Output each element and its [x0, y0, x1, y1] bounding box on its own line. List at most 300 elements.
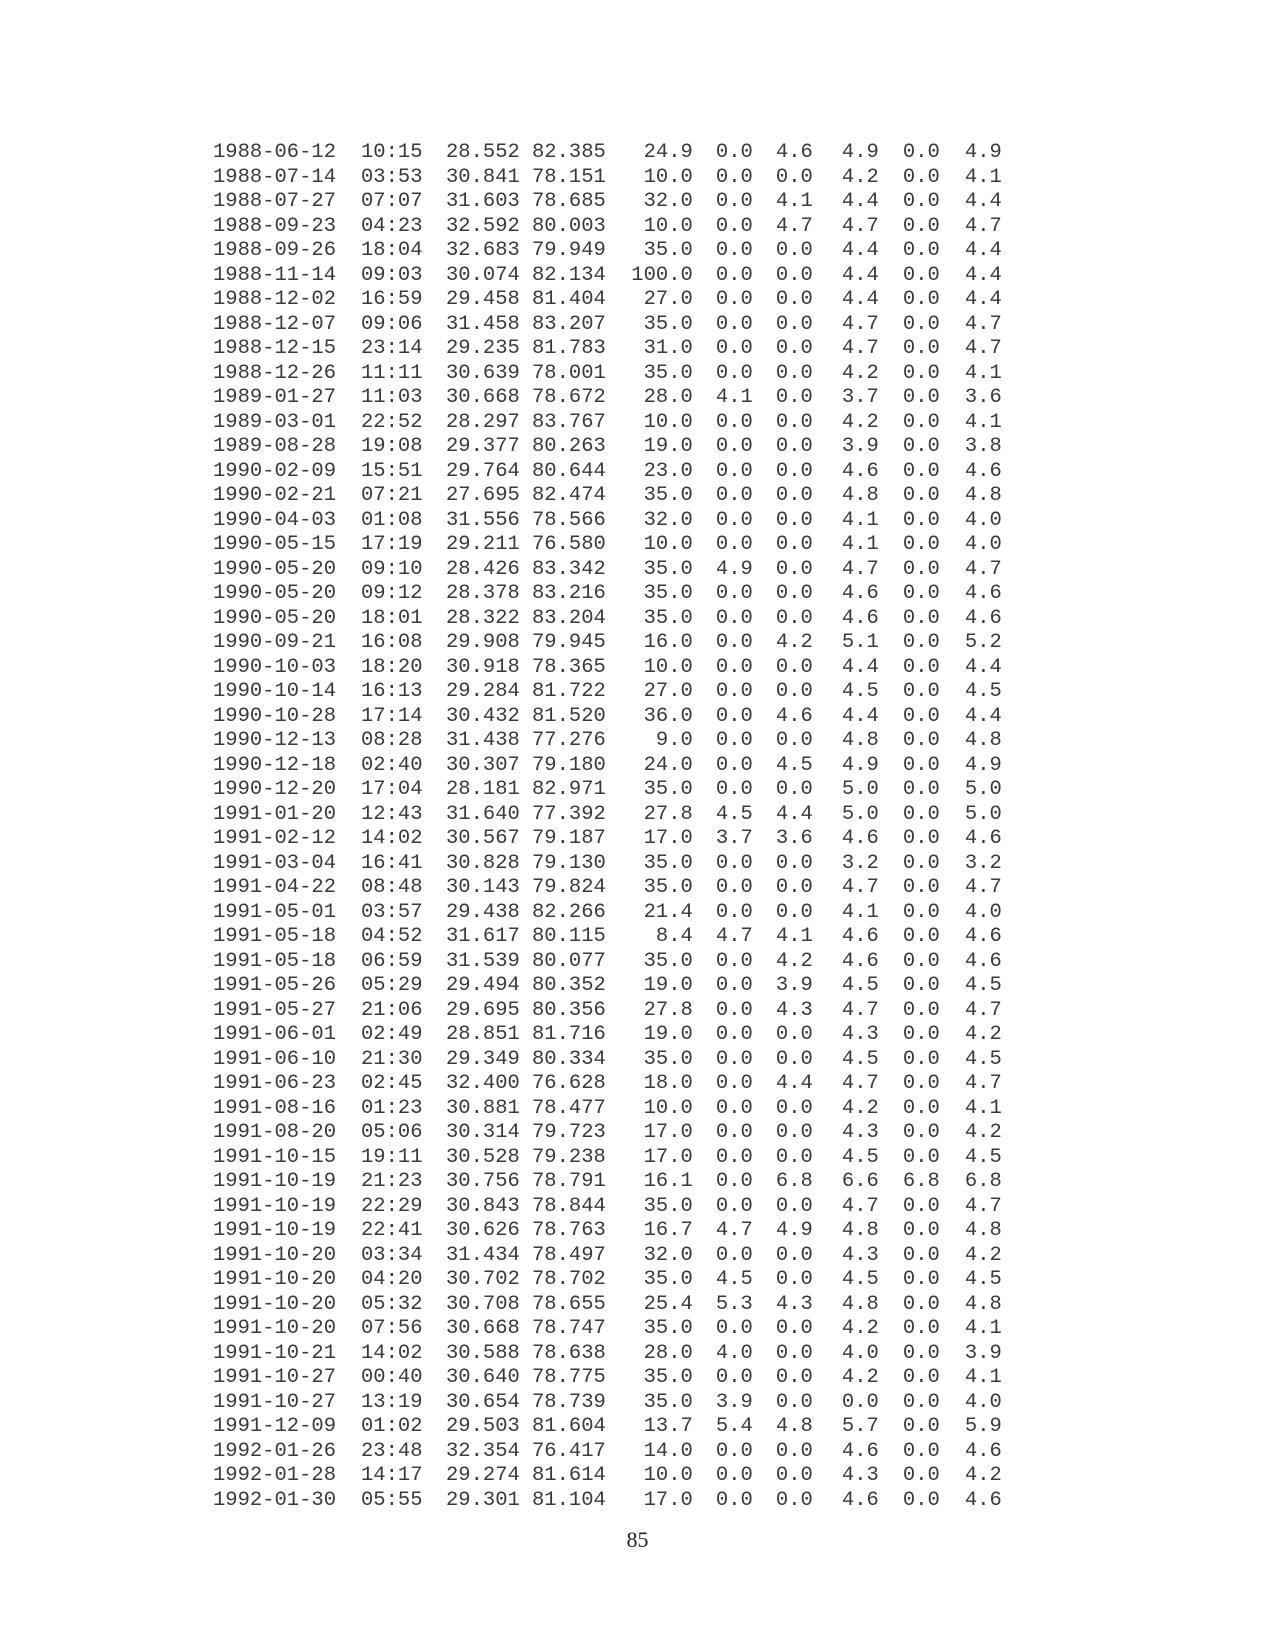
value-cell-2: 0.0 — [775, 582, 813, 605]
longitude-cell: 78.655 — [532, 1292, 606, 1316]
latitude-cell: 30.756 — [446, 1170, 520, 1193]
table-row — [213, 533, 1002, 558]
date-cell: 1990-02-09 — [213, 459, 337, 483]
date-cell: 1988-12-26 — [213, 361, 337, 385]
latitude-cell: 30.654 — [446, 1390, 520, 1414]
value-cell-4: 0.0 — [902, 606, 940, 630]
time-cell: 17:04 — [361, 778, 423, 801]
date-cell: 1991-05-26 — [213, 974, 337, 997]
time-cell: 21:30 — [361, 1047, 423, 1071]
value-cell-2: 0.0 — [775, 1488, 813, 1512]
latitude-cell: 31.617 — [446, 925, 520, 948]
date-cell: 1990-12-13 — [213, 729, 337, 752]
value-cell-3: 4.4 — [841, 263, 879, 287]
value-cell-4: 0.0 — [902, 704, 940, 728]
value-cell-5: 4.5 — [964, 1268, 1002, 1291]
latitude-cell: 29.908 — [446, 631, 520, 654]
date-cell: 1992-01-30 — [213, 1488, 337, 1512]
value-cell-2: 0.0 — [775, 1439, 813, 1463]
time-cell: 19:08 — [361, 435, 423, 458]
table-row — [213, 631, 1002, 656]
value-cell-5: 4.6 — [964, 606, 1002, 630]
value-cell-5: 4.9 — [964, 753, 1002, 777]
date-cell: 1990-05-20 — [213, 557, 337, 581]
depth-cell: 16.1 — [643, 1170, 693, 1193]
value-cell-5: 4.1 — [964, 1096, 1002, 1120]
latitude-cell: 32.400 — [446, 1072, 520, 1095]
depth-cell: 27.0 — [643, 288, 693, 311]
time-cell: 03:53 — [361, 165, 423, 189]
value-cell-2: 0.0 — [775, 459, 813, 483]
value-cell-4: 0.0 — [902, 141, 940, 164]
table-row — [213, 1489, 1002, 1514]
value-cell-2: 4.9 — [775, 1219, 813, 1242]
value-cell-1: 0.0 — [715, 1317, 753, 1340]
longitude-cell: 80.356 — [532, 998, 606, 1022]
longitude-cell: 80.115 — [532, 925, 606, 948]
value-cell-1: 0.0 — [715, 704, 753, 728]
value-cell-4: 0.0 — [902, 312, 940, 336]
table-row — [213, 166, 1002, 191]
time-cell: 09:12 — [361, 582, 423, 605]
value-cell-1: 0.0 — [715, 165, 753, 189]
depth-cell: 27.8 — [643, 998, 693, 1022]
latitude-cell: 29.494 — [446, 974, 520, 997]
value-cell-2: 0.0 — [775, 1047, 813, 1071]
value-cell-5: 4.0 — [964, 508, 1002, 532]
value-cell-2: 4.3 — [775, 998, 813, 1022]
longitude-cell: 79.949 — [532, 239, 606, 262]
value-cell-4: 0.0 — [902, 655, 940, 679]
depth-cell: 35.0 — [643, 606, 693, 630]
depth-cell: 35.0 — [643, 239, 693, 262]
table-row — [213, 778, 1002, 803]
date-cell: 1991-10-27 — [213, 1366, 337, 1389]
longitude-cell: 82.971 — [532, 778, 606, 801]
table-row — [213, 1391, 1002, 1416]
latitude-cell: 31.458 — [446, 312, 520, 336]
longitude-cell: 83.767 — [532, 410, 606, 434]
date-cell: 1989-03-01 — [213, 410, 337, 434]
table-row — [213, 1048, 1002, 1073]
table-row — [213, 754, 1002, 779]
value-cell-5: 4.7 — [964, 998, 1002, 1022]
latitude-cell: 32.354 — [446, 1439, 520, 1463]
value-cell-3: 4.8 — [841, 1219, 879, 1242]
value-cell-2: 0.0 — [775, 435, 813, 458]
table-row — [213, 460, 1002, 485]
value-cell-3: 3.9 — [841, 435, 879, 458]
value-cell-2: 0.0 — [775, 337, 813, 360]
longitude-cell: 82.266 — [532, 900, 606, 924]
table-row — [213, 288, 1002, 313]
value-cell-4: 0.0 — [902, 1292, 940, 1316]
table-row — [213, 974, 1002, 999]
date-cell: 1988-09-23 — [213, 214, 337, 238]
longitude-cell: 81.722 — [532, 680, 606, 703]
longitude-cell: 81.716 — [532, 1023, 606, 1046]
value-cell-3: 5.0 — [841, 778, 879, 801]
table-row — [213, 1464, 1002, 1489]
value-cell-4: 0.0 — [902, 1366, 940, 1389]
value-cell-2: 4.6 — [775, 704, 813, 728]
depth-cell: 36.0 — [643, 704, 693, 728]
value-cell-4: 0.0 — [902, 435, 940, 458]
time-cell: 04:52 — [361, 925, 423, 948]
value-cell-5: 4.1 — [964, 410, 1002, 434]
value-cell-2: 0.0 — [775, 655, 813, 679]
value-cell-5: 4.1 — [964, 1366, 1002, 1389]
value-cell-3: 4.6 — [841, 1439, 879, 1463]
value-cell-1: 0.0 — [715, 753, 753, 777]
longitude-cell: 76.417 — [532, 1439, 606, 1463]
longitude-cell: 78.365 — [532, 655, 606, 679]
longitude-cell: 78.151 — [532, 165, 606, 189]
value-cell-3: 4.2 — [841, 410, 879, 434]
time-cell: 03:57 — [361, 900, 423, 924]
value-cell-4: 0.0 — [902, 974, 940, 997]
time-cell: 07:21 — [361, 484, 423, 507]
latitude-cell: 30.668 — [446, 386, 520, 409]
time-cell: 06:59 — [361, 949, 423, 973]
depth-cell: 35.0 — [643, 1268, 693, 1291]
value-cell-3: 6.6 — [841, 1170, 879, 1193]
value-cell-4: 0.0 — [902, 778, 940, 801]
date-cell: 1988-07-27 — [213, 190, 337, 213]
value-cell-3: 4.6 — [841, 925, 879, 948]
value-cell-5: 4.0 — [964, 900, 1002, 924]
value-cell-3: 4.8 — [841, 729, 879, 752]
depth-cell: 18.0 — [643, 1072, 693, 1095]
date-cell: 1990-05-15 — [213, 533, 337, 556]
value-cell-4: 0.0 — [902, 802, 940, 826]
latitude-cell: 30.843 — [446, 1194, 520, 1218]
date-cell: 1988-11-14 — [213, 263, 337, 287]
time-cell: 07:56 — [361, 1317, 423, 1340]
value-cell-1: 5.4 — [715, 1415, 753, 1438]
value-cell-3: 4.2 — [841, 1317, 879, 1340]
value-cell-2: 0.0 — [775, 508, 813, 532]
value-cell-1: 0.0 — [715, 435, 753, 458]
value-cell-1: 0.0 — [715, 410, 753, 434]
depth-cell: 14.0 — [643, 1439, 693, 1463]
date-cell: 1991-10-20 — [213, 1268, 337, 1291]
longitude-cell: 83.207 — [532, 312, 606, 336]
depth-cell: 35.0 — [643, 876, 693, 899]
date-cell: 1988-12-07 — [213, 312, 337, 336]
longitude-cell: 78.001 — [532, 361, 606, 385]
value-cell-4: 0.0 — [902, 900, 940, 924]
depth-cell: 32.0 — [643, 508, 693, 532]
value-cell-2: 0.0 — [775, 1366, 813, 1389]
time-cell: 07:07 — [361, 190, 423, 213]
depth-cell: 35.0 — [643, 949, 693, 973]
value-cell-5: 4.1 — [964, 361, 1002, 385]
depth-cell: 27.0 — [643, 680, 693, 703]
depth-cell: 35.0 — [643, 1390, 693, 1414]
value-cell-5: 4.7 — [964, 1072, 1002, 1095]
time-cell: 18:04 — [361, 239, 423, 262]
value-cell-5: 4.0 — [964, 533, 1002, 556]
value-cell-2: 0.0 — [775, 1390, 813, 1414]
table-row — [213, 1440, 1002, 1465]
value-cell-2: 0.0 — [775, 1145, 813, 1169]
value-cell-5: 3.8 — [964, 435, 1002, 458]
longitude-cell: 76.628 — [532, 1072, 606, 1095]
value-cell-3: 4.4 — [841, 704, 879, 728]
time-cell: 08:28 — [361, 729, 423, 752]
table-row — [213, 803, 1002, 828]
value-cell-2: 0.0 — [775, 361, 813, 385]
latitude-cell: 30.918 — [446, 655, 520, 679]
time-cell: 18:01 — [361, 606, 423, 630]
value-cell-1: 0.0 — [715, 631, 753, 654]
table-row — [213, 1219, 1002, 1244]
value-cell-5: 4.1 — [964, 1317, 1002, 1340]
page-number: 85 — [626, 1527, 649, 1552]
value-cell-5: 4.6 — [964, 459, 1002, 483]
value-cell-2: 0.0 — [775, 557, 813, 581]
value-cell-4: 0.0 — [902, 925, 940, 948]
longitude-cell: 81.520 — [532, 704, 606, 728]
value-cell-4: 0.0 — [902, 998, 940, 1022]
longitude-cell: 80.077 — [532, 949, 606, 973]
value-cell-1: 0.0 — [715, 582, 753, 605]
depth-cell: 35.0 — [643, 778, 693, 801]
time-cell: 03:34 — [361, 1243, 423, 1267]
value-cell-1: 0.0 — [715, 312, 753, 336]
longitude-cell: 80.352 — [532, 974, 606, 997]
value-cell-3: 4.1 — [841, 900, 879, 924]
date-cell: 1988-09-26 — [213, 239, 337, 262]
time-cell: 21:23 — [361, 1170, 423, 1193]
depth-cell: 10.0 — [643, 165, 693, 189]
depth-cell: 10.0 — [643, 214, 693, 238]
date-cell: 1988-12-02 — [213, 288, 337, 311]
value-cell-1: 0.0 — [715, 729, 753, 752]
time-cell: 14:02 — [361, 827, 423, 850]
value-cell-3: 0.0 — [841, 1390, 879, 1414]
longitude-cell: 79.130 — [532, 851, 606, 875]
latitude-cell: 30.567 — [446, 827, 520, 850]
time-cell: 10:15 — [361, 141, 423, 164]
depth-cell: 35.0 — [643, 1366, 693, 1389]
value-cell-1: 0.0 — [715, 361, 753, 385]
value-cell-4: 0.0 — [902, 410, 940, 434]
longitude-cell: 80.263 — [532, 435, 606, 458]
table-row — [213, 386, 1002, 411]
value-cell-3: 4.3 — [841, 1023, 879, 1046]
value-cell-5: 4.6 — [964, 582, 1002, 605]
value-cell-5: 4.8 — [964, 1219, 1002, 1242]
value-cell-4: 0.0 — [902, 1317, 940, 1340]
value-cell-1: 4.7 — [715, 1219, 753, 1242]
value-cell-2: 4.5 — [775, 753, 813, 777]
time-cell: 12:43 — [361, 802, 423, 826]
longitude-cell: 83.204 — [532, 606, 606, 630]
value-cell-2: 3.6 — [775, 827, 813, 850]
time-cell: 22:41 — [361, 1219, 423, 1242]
date-cell: 1990-09-21 — [213, 631, 337, 654]
value-cell-4: 0.0 — [902, 337, 940, 360]
value-cell-2: 0.0 — [775, 312, 813, 336]
time-cell: 04:20 — [361, 1268, 423, 1291]
value-cell-5: 3.6 — [964, 386, 1002, 409]
depth-cell: 35.0 — [643, 312, 693, 336]
depth-cell: 10.0 — [643, 410, 693, 434]
table-row — [213, 411, 1002, 436]
table-row — [213, 1170, 1002, 1195]
depth-cell: 32.0 — [643, 1243, 693, 1267]
value-cell-5: 5.9 — [964, 1415, 1002, 1438]
value-cell-4: 0.0 — [902, 1072, 940, 1095]
depth-cell: 17.0 — [643, 827, 693, 850]
value-cell-4: 0.0 — [902, 508, 940, 532]
value-cell-3: 4.7 — [841, 998, 879, 1022]
table-row — [213, 582, 1002, 607]
latitude-cell: 29.284 — [446, 680, 520, 703]
longitude-cell: 78.685 — [532, 190, 606, 213]
value-cell-2: 0.0 — [775, 900, 813, 924]
latitude-cell: 30.588 — [446, 1341, 520, 1365]
depth-cell: 35.0 — [643, 484, 693, 507]
time-cell: 05:29 — [361, 974, 423, 997]
value-cell-4: 0.0 — [902, 1243, 940, 1267]
date-cell: 1992-01-26 — [213, 1439, 337, 1463]
table-row — [213, 362, 1002, 387]
date-cell: 1991-05-18 — [213, 949, 337, 973]
value-cell-5: 5.2 — [964, 631, 1002, 654]
time-cell: 02:49 — [361, 1023, 423, 1046]
table-row — [213, 264, 1002, 289]
value-cell-1: 0.0 — [715, 288, 753, 311]
table-row — [213, 1195, 1002, 1220]
value-cell-4: 0.0 — [902, 1415, 940, 1438]
table-row — [213, 509, 1002, 534]
value-cell-3: 4.7 — [841, 557, 879, 581]
value-cell-1: 4.9 — [715, 557, 753, 581]
value-cell-3: 4.2 — [841, 1096, 879, 1120]
longitude-cell: 80.644 — [532, 459, 606, 483]
table-row — [213, 607, 1002, 632]
longitude-cell: 77.392 — [532, 802, 606, 826]
longitude-cell: 78.702 — [532, 1268, 606, 1291]
latitude-cell: 27.695 — [446, 484, 520, 507]
depth-cell: 35.0 — [643, 851, 693, 875]
value-cell-5: 4.2 — [964, 1023, 1002, 1046]
date-cell: 1991-06-01 — [213, 1023, 337, 1046]
depth-cell: 31.0 — [643, 337, 693, 360]
value-cell-3: 4.2 — [841, 165, 879, 189]
date-cell: 1991-08-20 — [213, 1121, 337, 1144]
value-cell-2: 4.3 — [775, 1292, 813, 1316]
date-cell: 1988-12-15 — [213, 337, 337, 360]
latitude-cell: 29.377 — [446, 435, 520, 458]
value-cell-5: 4.4 — [964, 239, 1002, 262]
value-cell-2: 4.6 — [775, 141, 813, 164]
value-cell-2: 0.0 — [775, 533, 813, 556]
depth-cell: 32.0 — [643, 190, 693, 213]
longitude-cell: 81.783 — [532, 337, 606, 360]
depth-cell: 24.9 — [643, 141, 693, 164]
value-cell-1: 0.0 — [715, 1145, 753, 1169]
latitude-cell: 28.552 — [446, 141, 520, 164]
table-row — [213, 1072, 1002, 1097]
time-cell: 04:23 — [361, 214, 423, 238]
value-cell-1: 0.0 — [715, 239, 753, 262]
date-cell: 1991-10-20 — [213, 1317, 337, 1340]
value-cell-3: 4.0 — [841, 1341, 879, 1365]
value-cell-2: 0.0 — [775, 778, 813, 801]
value-cell-1: 0.0 — [715, 1366, 753, 1389]
depth-cell: 28.0 — [643, 386, 693, 409]
latitude-cell: 31.640 — [446, 802, 520, 826]
longitude-cell: 79.187 — [532, 827, 606, 850]
value-cell-1: 0.0 — [715, 484, 753, 507]
latitude-cell: 29.274 — [446, 1464, 520, 1487]
value-cell-3: 4.3 — [841, 1464, 879, 1487]
value-cell-1: 4.1 — [715, 386, 753, 409]
value-cell-2: 0.0 — [775, 1096, 813, 1120]
value-cell-5: 4.4 — [964, 655, 1002, 679]
value-cell-3: 3.7 — [841, 386, 879, 409]
value-cell-4: 0.0 — [902, 1023, 940, 1046]
longitude-cell: 82.385 — [532, 141, 606, 164]
table-row — [213, 313, 1002, 338]
time-cell: 17:14 — [361, 704, 423, 728]
depth-cell: 35.0 — [643, 1194, 693, 1218]
value-cell-3: 5.1 — [841, 631, 879, 654]
depth-cell: 10.0 — [643, 655, 693, 679]
value-cell-1: 0.0 — [715, 949, 753, 973]
latitude-cell: 30.841 — [446, 165, 520, 189]
value-cell-3: 4.7 — [841, 214, 879, 238]
latitude-cell: 32.683 — [446, 239, 520, 262]
value-cell-4: 0.0 — [902, 1145, 940, 1169]
latitude-cell: 29.235 — [446, 337, 520, 360]
value-cell-4: 0.0 — [902, 876, 940, 899]
latitude-cell: 30.432 — [446, 704, 520, 728]
value-cell-3: 4.5 — [841, 1145, 879, 1169]
value-cell-5: 4.9 — [964, 141, 1002, 164]
time-cell: 16:13 — [361, 680, 423, 703]
depth-cell: 19.0 — [643, 1023, 693, 1046]
value-cell-5: 5.0 — [964, 778, 1002, 801]
value-cell-4: 0.0 — [902, 533, 940, 556]
table-row — [213, 435, 1002, 460]
value-cell-5: 4.7 — [964, 337, 1002, 360]
time-cell: 15:51 — [361, 459, 423, 483]
table-row — [213, 1317, 1002, 1342]
value-cell-1: 0.0 — [715, 1194, 753, 1218]
value-cell-2: 0.0 — [775, 484, 813, 507]
value-cell-5: 3.9 — [964, 1341, 1002, 1365]
latitude-cell: 30.828 — [446, 851, 520, 875]
value-cell-1: 0.0 — [715, 655, 753, 679]
longitude-cell: 78.775 — [532, 1366, 606, 1389]
time-cell: 13:19 — [361, 1390, 423, 1414]
value-cell-2: 0.0 — [775, 386, 813, 409]
table-row — [213, 558, 1002, 583]
date-cell: 1990-12-20 — [213, 778, 337, 801]
table-row — [213, 1121, 1002, 1146]
records-body — [213, 141, 1002, 1513]
value-cell-5: 6.8 — [964, 1170, 1002, 1193]
depth-cell: 10.0 — [643, 1096, 693, 1120]
value-cell-1: 0.0 — [715, 606, 753, 630]
value-cell-4: 0.0 — [902, 1194, 940, 1218]
table-row — [213, 901, 1002, 926]
